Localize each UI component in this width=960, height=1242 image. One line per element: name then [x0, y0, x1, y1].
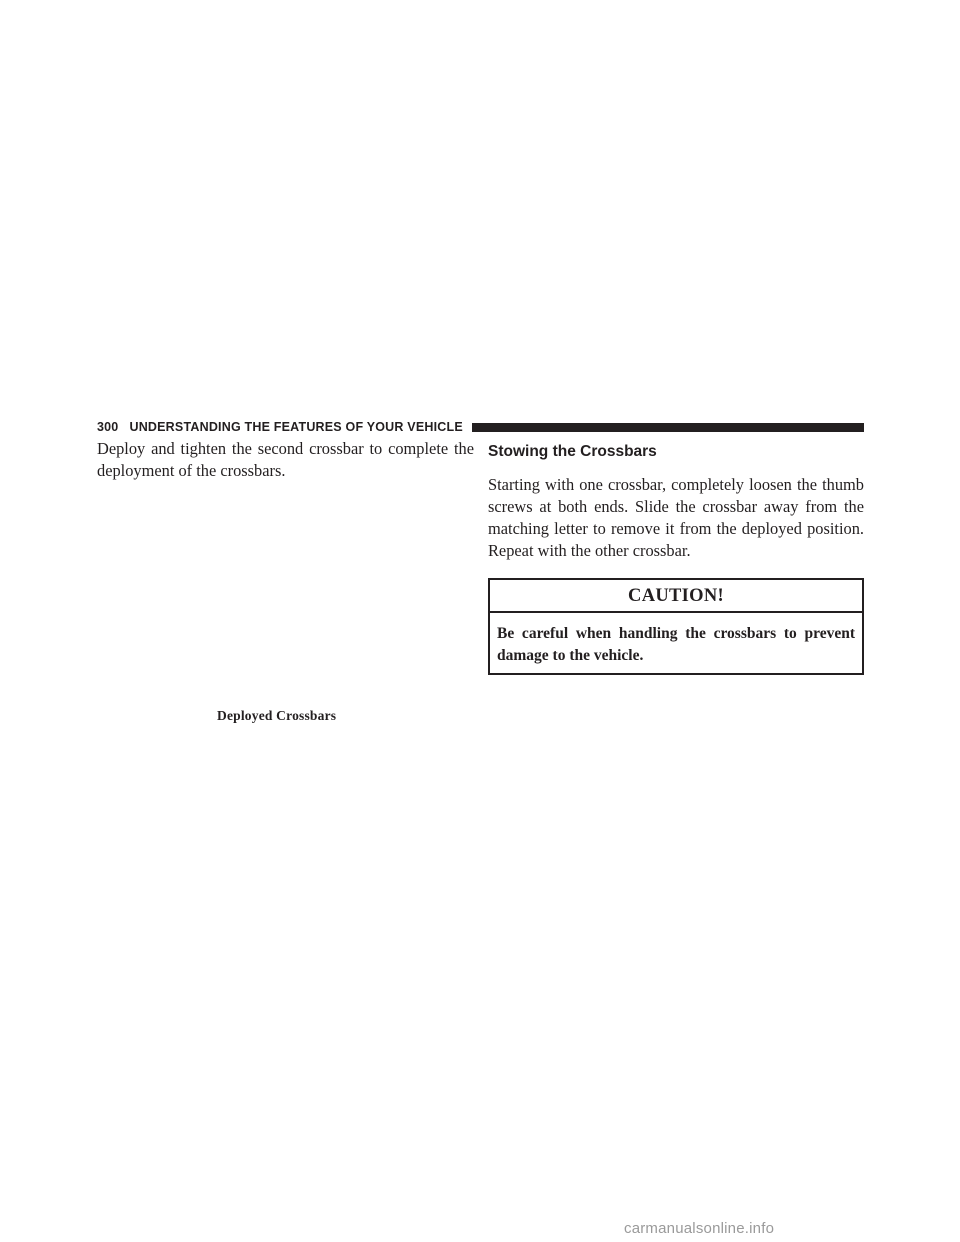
left-paragraph: Deploy and tighten the second crossbar to complete the deployment of the crossbars. [97, 439, 474, 480]
subsection-heading: Stowing the Crossbars [488, 443, 657, 460]
caution-title: CAUTION! [490, 580, 862, 613]
header-rule [472, 423, 864, 432]
page-header [97, 419, 864, 435]
figure-caption: Deployed Crossbars [217, 708, 337, 723]
watermark: carmanualsonline.info [624, 1220, 775, 1237]
left-column [97, 438, 474, 482]
page-number: 300 [97, 420, 119, 434]
section-title: UNDERSTANDING THE FEATURES OF YOUR VEHICLE [129, 420, 463, 434]
caution-box [488, 578, 864, 675]
right-paragraph: Starting with one crossbar, completely loosen the thumb screws at both ends. Slide the crossbar away from the matching letter to remove it from the deployed position. Repeat with the other crossbar. [488, 475, 864, 560]
right-column [488, 438, 864, 675]
caution-text: Be careful when handling the crossbars to prevent damage to the vehicle. [497, 625, 855, 664]
